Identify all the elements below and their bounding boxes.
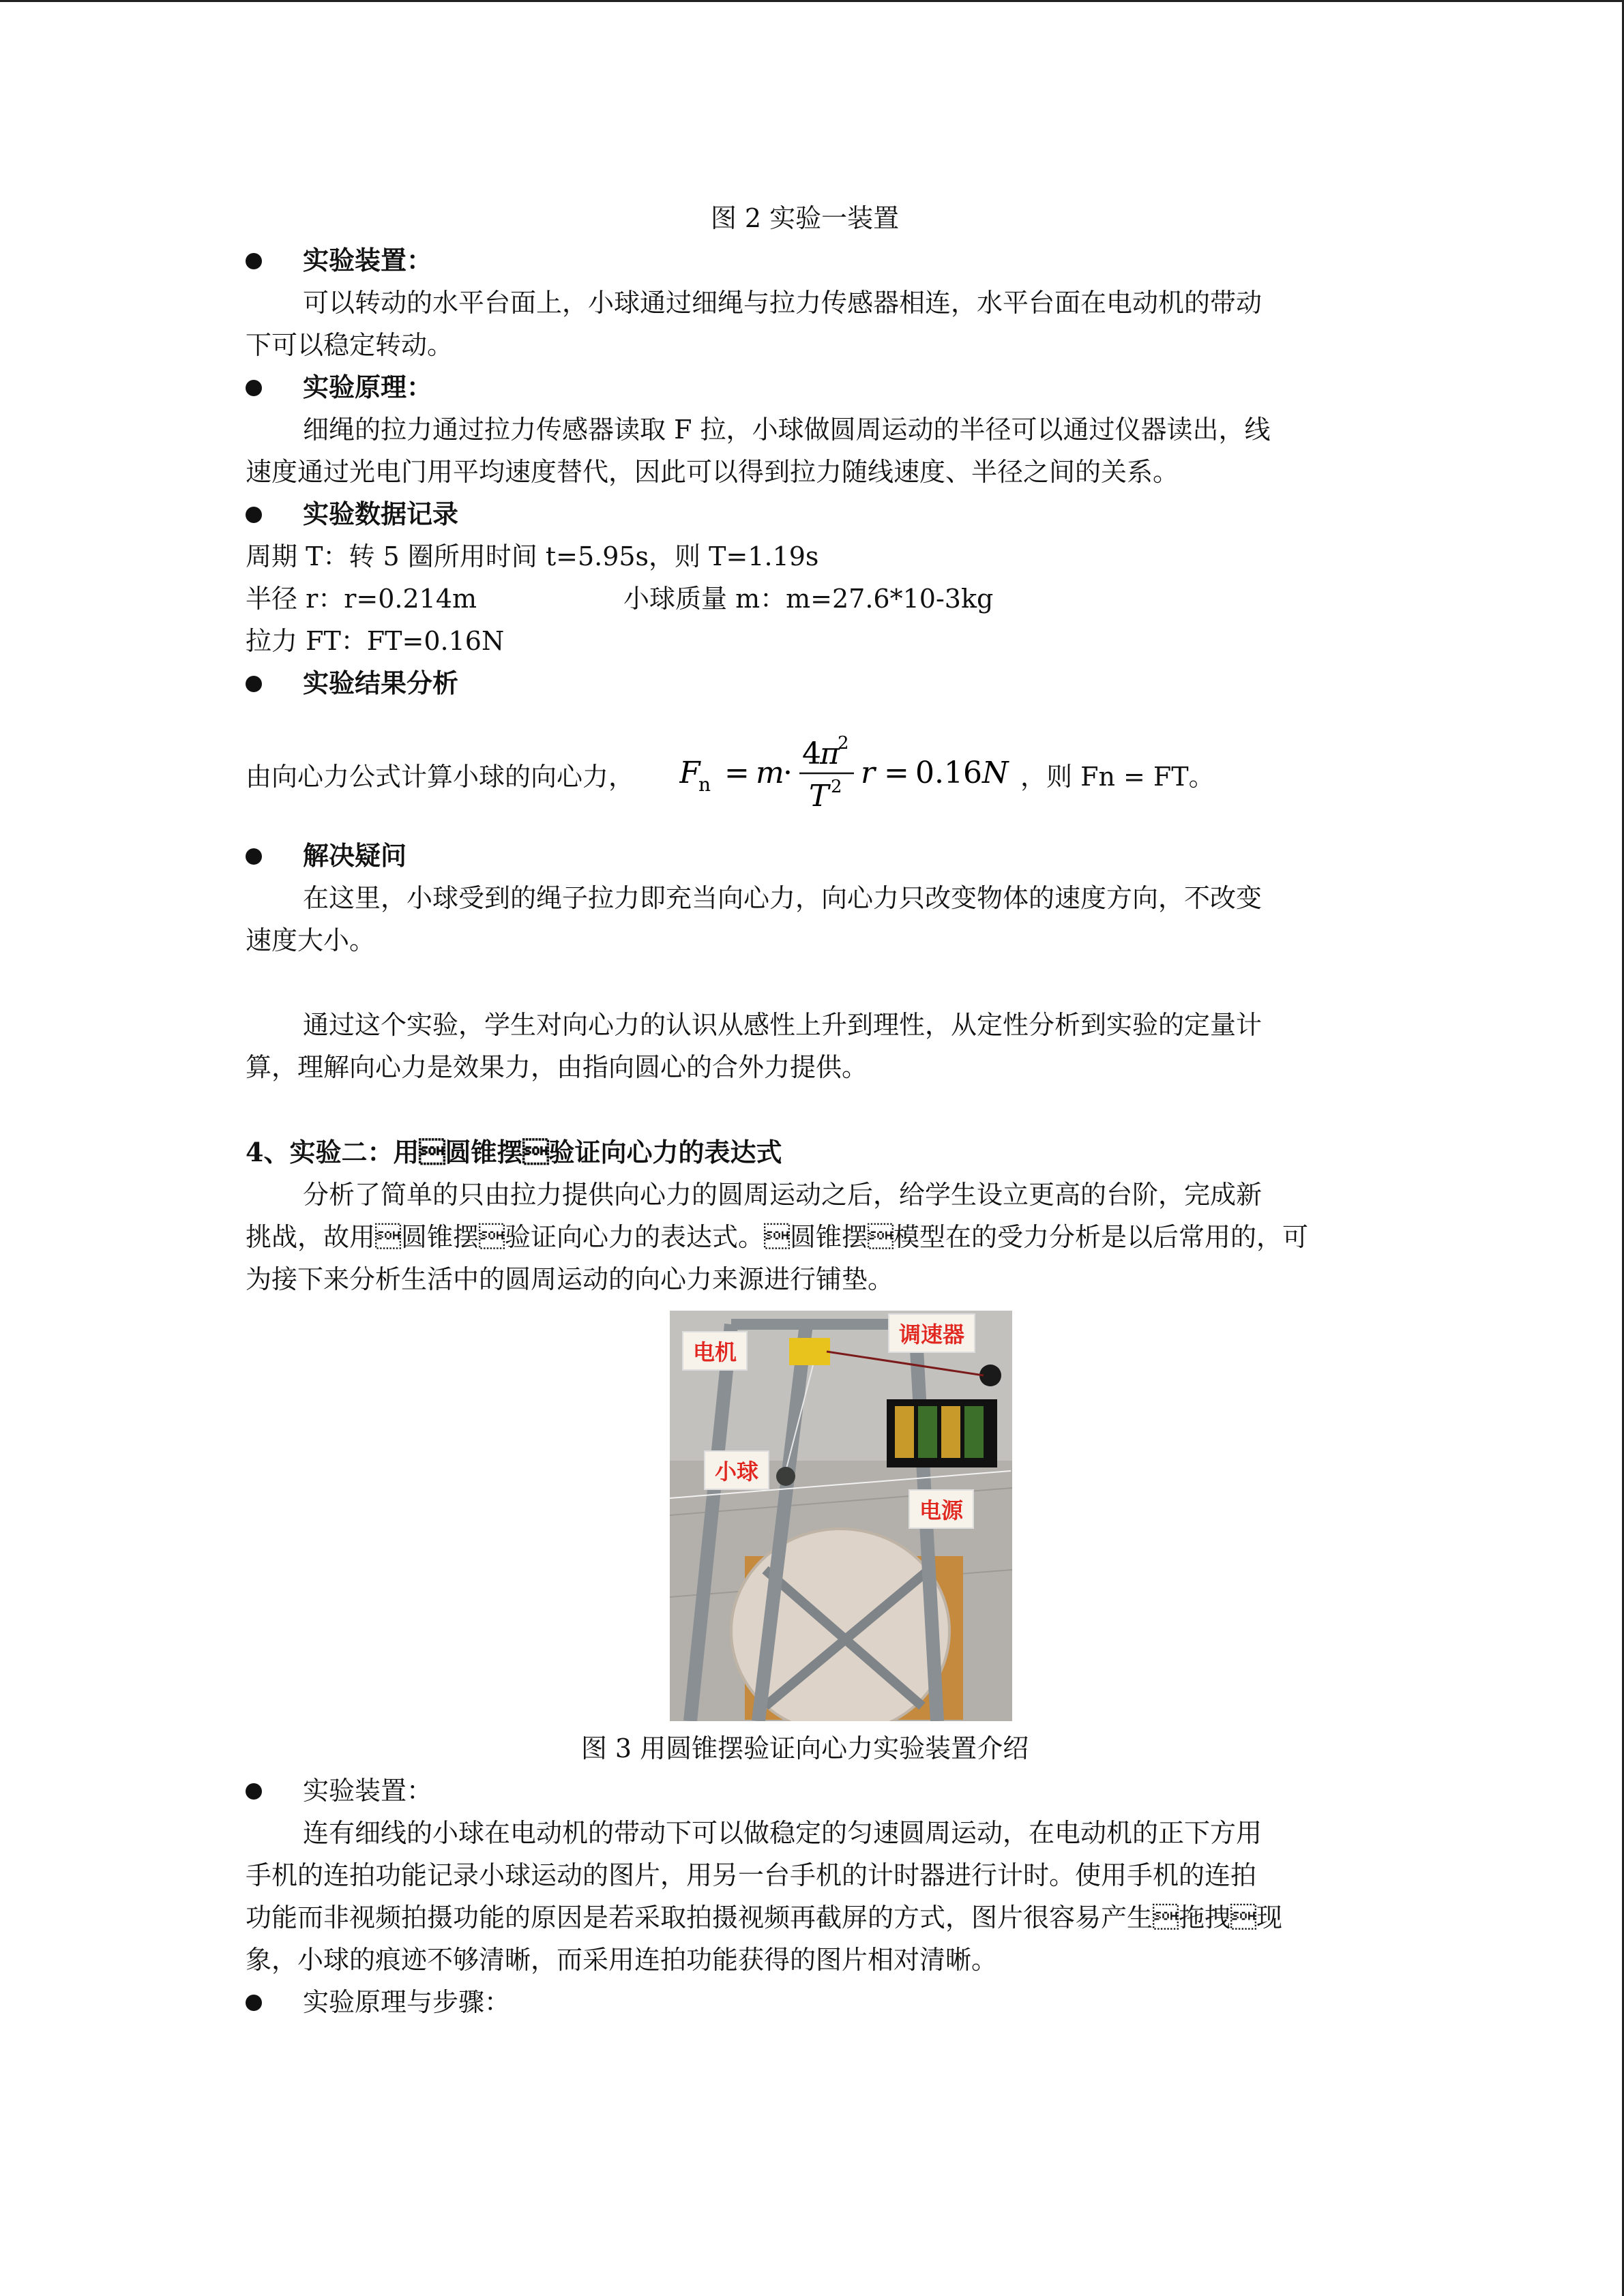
exp2-principle-heading: 实验原理与步骤：	[246, 1982, 510, 2023]
exp1-principle-heading: 实验原理：	[246, 367, 432, 408]
svg-text:·: ·	[783, 756, 793, 790]
label-power: 电源	[909, 1489, 974, 1529]
force-record: 拉力 FT：FT=0.16N	[246, 626, 505, 656]
doubt-text-1: 在这里，小球受到的绳子拉力即充当向心力，向心力只改变物体的速度方向，不改变	[303, 883, 1263, 913]
exp1-apparatus-text-2: 下可以稳定转动。	[246, 330, 454, 360]
centripetal-formula-line	[246, 730, 1364, 818]
svg-text:0.16: 0.16	[915, 756, 982, 790]
bullet-icon	[246, 1995, 262, 2011]
exp1-principle-text-1: 细绳的拉力通过拉力传感器读取 F 拉，小球做圆周运动的半径可以通过仪器读出，线	[303, 415, 1271, 445]
label-ball: 小球	[704, 1450, 769, 1490]
bullet-icon	[246, 507, 262, 523]
bullet-icon	[246, 676, 262, 692]
bullet-icon	[246, 1783, 262, 1800]
summary-text-2: 算，理解向心力是效果力，由指向圆心的合外力提供。	[246, 1052, 868, 1082]
period-record: 周期 T：转 5 圈所用时间 t=5.95s，则 T=1.19s	[246, 541, 819, 571]
bullet-icon	[246, 380, 262, 396]
svg-text:r: r	[861, 756, 876, 790]
svg-text:4: 4	[802, 736, 821, 771]
exp1-analysis-heading: 实验结果分析	[246, 663, 458, 704]
svg-text:=: =	[884, 756, 909, 790]
exp2-intro-text-1: 分析了简单的只由拉力提供向心力的圆周运动之后，给学生设立更高的台阶，完成新	[303, 1180, 1263, 1210]
exp2-apparatus-text-3: 功能而非视频拍摄功能的原因是若采取拍摄视频再截屏的方式，图片很容易产生拖拽现	[246, 1903, 1283, 1933]
conical-pendulum-photo	[670, 1311, 1012, 1721]
figure-3-caption: 图 3 用圆锥摆验证向心力实验装置介绍	[580, 1733, 1029, 1763]
svg-text:π: π	[820, 736, 840, 771]
svg-text:N: N	[982, 756, 1009, 790]
exp1-principle-text-2: 速度通过光电门用平均速度替代，因此可以得到拉力随线速度、半径之间的关系。	[246, 457, 1179, 487]
svg-text:n: n	[698, 773, 711, 796]
label-motor: 电机	[682, 1331, 748, 1371]
bullet-icon	[246, 848, 262, 865]
exp2-apparatus-heading: 实验装置：	[246, 1770, 432, 1811]
exp2-apparatus-text-2: 手机的连拍功能记录小球运动的图片，用另一台手机的计时器进行计时。使用手机的连拍	[246, 1860, 1257, 1890]
exp1-doubt-heading: 解决疑问	[246, 835, 407, 876]
formula-conclusion: ，则 Fn = FT。	[1020, 762, 1215, 792]
exp1-apparatus-heading: 实验装置：	[246, 240, 432, 281]
exp2-intro-text-3: 为接下来分析生活中的圆周运动的向心力来源进行铺垫。	[246, 1264, 894, 1294]
svg-text:m: m	[756, 756, 784, 790]
svg-text:2: 2	[838, 733, 849, 754]
formula-prefix: 由向心力公式计算小球的向心力，	[246, 762, 635, 792]
exp2-heading: 4、实验二：用圆锥摆验证向心力的表达式	[246, 1137, 782, 1167]
exp2-intro-text-2: 挑战，故用圆锥摆验证向心力的表达式。圆锥摆模型在的受力分析是以后常用的，可	[246, 1222, 1309, 1252]
svg-text:T: T	[809, 779, 829, 814]
summary-text-1: 通过这个实验，学生对向心力的认识从感性上升到理性，从定性分析到实验的定量计	[303, 1010, 1263, 1040]
exp1-apparatus-text-1: 可以转动的水平台面上，小球通过细绳与拉力传感器相连，水平台面在电动机的带动	[303, 288, 1263, 318]
figure-2-caption: 图 2 实验一装置	[710, 203, 900, 233]
svg-text:2: 2	[831, 777, 842, 797]
doubt-text-2: 速度大小。	[246, 925, 376, 955]
mass-record: 小球质量 m：m=27.6*10-3kg	[623, 584, 994, 614]
page-border-top	[0, 0, 1624, 2]
bullet-icon	[246, 253, 262, 269]
exp1-data-heading: 实验数据记录	[246, 494, 458, 535]
label-governor: 调速器	[888, 1313, 975, 1353]
svg-text:=: =	[724, 756, 750, 790]
exp2-apparatus-text-1: 连有细线的小球在电动机的带动下可以做稳定的匀速圆周运动，在电动机的正下方用	[303, 1818, 1263, 1848]
radius-record: 半径 r：r=0.214m	[246, 584, 477, 614]
exp2-apparatus-text-4: 象，小球的痕迹不够清晰，而采用连拍功能获得的图片相对清晰。	[246, 1945, 998, 1975]
svg-text:F: F	[679, 756, 700, 790]
